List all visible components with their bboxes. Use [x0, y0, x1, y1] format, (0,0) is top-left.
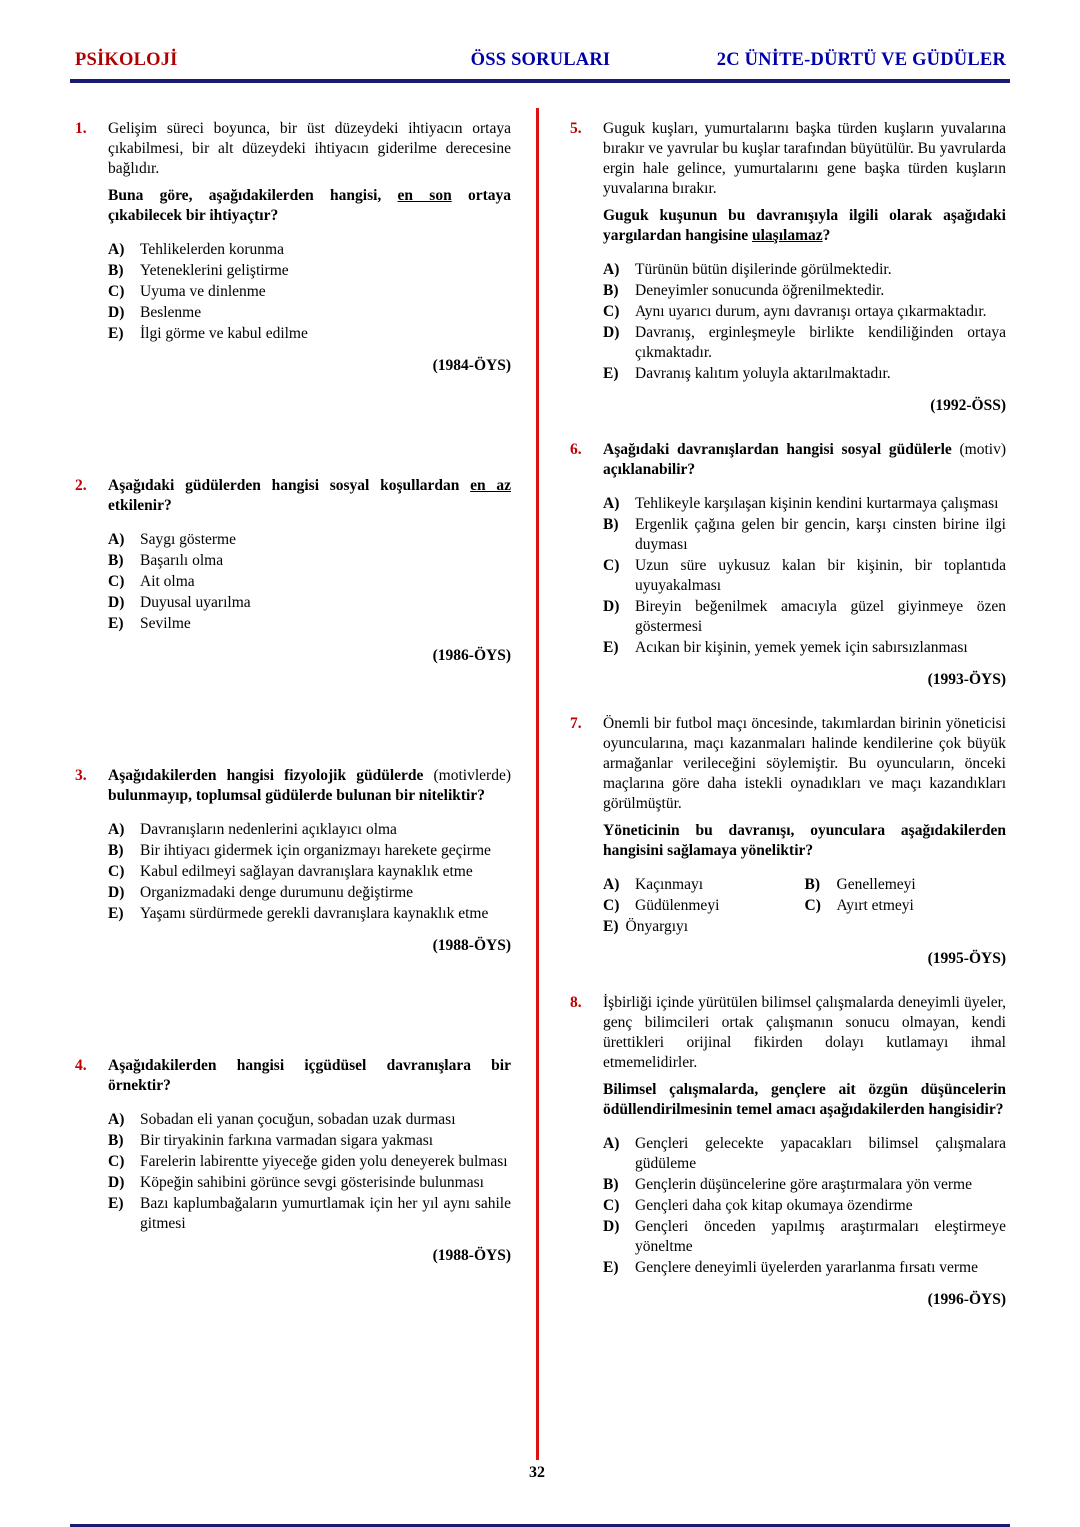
question-intro — [603, 993, 1006, 1073]
question — [75, 766, 511, 956]
option-item — [108, 862, 511, 882]
question-body — [603, 119, 1006, 416]
option-item — [603, 1134, 1006, 1174]
option-letter: E) — [603, 365, 619, 382]
option-text: Türünün bütün dişilerinde görülmektedir. — [635, 261, 892, 278]
option-text: Deneyimler sonucunda öğrenilmektedir. — [635, 282, 885, 299]
text-run: Yöneticinin bu davranışı, oyunculara aşağıdakilerden hangisini sağlamaya yöneliktir? — [603, 822, 1006, 859]
question — [570, 993, 1006, 1310]
text-run: etkilenir? — [108, 497, 172, 514]
option-letter: B) — [603, 1176, 619, 1193]
text-run: İşbirliği içinde yürütülen bilimsel çalışmalarda deneyimli üyeler, genç bilimcileri ortak çalışmanın sonucu olmayan, kendi ürettikleri orijinal fikirden dolayı kutlamayı ihmal etmemelidirler. — [603, 994, 1006, 1071]
option-item — [603, 323, 1006, 363]
option-letter: B) — [108, 842, 124, 859]
option-text: Tehlikelerden korunma — [140, 241, 284, 258]
option-item — [603, 364, 1006, 384]
option-text: Saygı gösterme — [140, 531, 236, 548]
option-text: Kabul edilmeyi sağlayan davranışlara kaynaklık etme — [140, 863, 473, 880]
page-header — [75, 50, 1006, 71]
option-letter: D) — [603, 598, 620, 615]
option-text: Uyuma ve dinlenme — [140, 283, 266, 300]
option-item — [603, 917, 1006, 937]
option-item — [108, 614, 511, 634]
question-stem — [603, 440, 1006, 480]
option-letter: D) — [603, 324, 620, 341]
question — [75, 476, 511, 666]
option-letter: C) — [108, 573, 125, 590]
option-item — [108, 1110, 511, 1130]
option-letter: C) — [108, 283, 125, 300]
option-text: Sevilme — [140, 615, 191, 632]
option-text: Farelerin labirentte yiyeceğe giden yolu deneyerek bulması — [140, 1153, 508, 1170]
option-text: Ait olma — [140, 573, 195, 590]
options-list — [603, 494, 1006, 658]
options-list — [603, 260, 1006, 384]
text-run: Önemli bir futbol maçı öncesinde, takımlardan birinin yöneticisi oyuncularına, maçı kazanmaları halinde kendilerine çok büyük armağanlar verileceğini söylemiştir. Bu oyuncuların, önceki maçlarına göre daha istekli oynadıkları ve maçı kazandıkları görülmüştür. — [603, 715, 1006, 812]
option-text: Davranış kalıtım yoluyla aktarılmaktadır. — [635, 365, 891, 382]
option-item — [603, 638, 1006, 658]
option-text: Acıkan bir kişinin, yemek yemek için sabırsızlanması — [635, 639, 968, 656]
option-text: Organizmadaki denge durumunu değiştirme — [140, 884, 414, 901]
text-run: en az — [470, 477, 511, 494]
option-item — [108, 883, 511, 903]
option-item — [108, 1131, 511, 1151]
options-list — [603, 875, 1006, 937]
option-item — [108, 1152, 511, 1172]
text-run: açıklanabilir? — [603, 461, 696, 478]
options-list — [108, 820, 511, 924]
question — [570, 440, 1006, 690]
options-list — [108, 240, 511, 344]
question — [75, 119, 511, 376]
question — [75, 1056, 511, 1266]
option-item — [108, 282, 511, 302]
option-item — [805, 875, 1007, 895]
option-letter: E) — [108, 905, 124, 922]
text-run: ? — [822, 227, 831, 244]
option-letter: E) — [108, 1195, 124, 1212]
option-item — [603, 1175, 1006, 1195]
option-text: Tehlikeyle karşılaşan kişinin kendini kurtarmaya çalışması — [635, 495, 999, 512]
question-body — [108, 766, 511, 956]
option-text: Uzun süre uykusuz kalan bir kişinin, bir toplantıda uyuyakalması — [635, 557, 1006, 594]
text-run: (motivlerde) — [433, 767, 511, 784]
option-text: Başarılı olma — [140, 552, 224, 569]
option-text: Davranış, erginleşmeyle birlikte kendiliğinden ortaya çıkmaktadır. — [635, 324, 1006, 361]
question-number: 6. — [570, 441, 582, 458]
text-run: Gelişim süreci boyunca, bir üst düzeydeki ihtiyacın ortaya çıkabilmesi, bir alt düzeydeki ihtiyacın giderilme derecesine bağlıdır. — [108, 120, 511, 177]
text-run: bulunmayıp, toplumsal güdülerde bulunan bir niteliktir? — [108, 787, 485, 804]
option-item — [108, 240, 511, 260]
question-body — [108, 476, 511, 666]
page-number: 32 — [529, 1464, 545, 1481]
option-item — [805, 896, 1007, 916]
option-letter: A) — [108, 1111, 125, 1128]
option-letter: A) — [603, 261, 620, 278]
option-letter: E) — [108, 325, 124, 342]
option-item — [603, 281, 1006, 301]
question-intro — [603, 119, 1006, 199]
option-item — [108, 572, 511, 592]
question-body — [603, 440, 1006, 690]
option-text: Davranışların nedenlerini açıklayıcı olma — [140, 821, 397, 838]
option-letter: C) — [603, 1197, 620, 1214]
option-letter: C) — [108, 1153, 125, 1170]
option-text: Gençlere deneyimli üyelerden yararlanma fırsatı verme — [635, 1259, 978, 1276]
question — [570, 119, 1006, 416]
option-text: Önyargıyı — [625, 918, 689, 935]
question-number: 1. — [75, 120, 87, 137]
option-text: Gençleri önceden yapılmış araştırmaları eleştirmeye yöneltme — [635, 1218, 1006, 1255]
option-item — [603, 515, 1006, 555]
option-letter: A) — [108, 531, 125, 548]
option-text: Bazı kaplumbağaların yumurtlamak için her yıl aynı sahile gitmesi — [140, 1195, 511, 1232]
option-text: Bireyin beğenilmek amacıyla güzel giyinmeye özen göstermesi — [635, 598, 1006, 635]
option-letter: E) — [603, 918, 619, 935]
option-item — [603, 896, 805, 916]
header-rule — [70, 79, 1010, 83]
option-item — [603, 494, 1006, 514]
year-label: (1995-ÖYS) — [927, 950, 1006, 967]
option-text: Bir ihtiyacı gidermek için organizmayı harekete geçirme — [140, 842, 491, 859]
option-text: Kaçınmayı — [635, 876, 704, 893]
question-number: 7. — [570, 715, 582, 732]
option-item — [108, 1173, 511, 1193]
option-item — [108, 904, 511, 924]
option-letter: D) — [108, 884, 125, 901]
option-text: Genellemeyi — [836, 876, 916, 893]
option-item — [108, 261, 511, 281]
option-item — [603, 1258, 1006, 1278]
year-label: (1992-ÖSS) — [930, 397, 1006, 414]
option-text: Duyusal uyarılma — [140, 594, 251, 611]
option-item — [108, 820, 511, 840]
option-item — [108, 530, 511, 550]
question — [570, 714, 1006, 969]
question-intro — [603, 714, 1006, 814]
option-letter: B) — [804, 876, 820, 893]
option-text: Yaşamı sürdürmede gerekli davranışlara kaynaklık etme — [140, 905, 489, 922]
text-run: Aşağıdaki güdülerden hangisi sosyal koşullardan — [108, 477, 471, 494]
question-number: 2. — [75, 477, 87, 494]
year-label: (1996-ÖYS) — [927, 1291, 1006, 1308]
question-stem — [603, 1080, 1006, 1120]
question-number: 8. — [570, 994, 582, 1011]
option-text: Köpeğin sahibini görünce sevgi gösterisinde bulunması — [140, 1174, 484, 1191]
option-text: Gençleri daha çok kitap okumaya özendirme — [635, 1197, 913, 1214]
option-letter: D) — [108, 304, 125, 321]
options-list — [108, 1110, 511, 1234]
option-letter: B) — [603, 282, 619, 299]
question-number: 5. — [570, 120, 582, 137]
option-item — [603, 1217, 1006, 1257]
option-letter: E) — [108, 615, 124, 632]
option-letter: B) — [108, 1132, 124, 1149]
option-letter: C) — [108, 863, 125, 880]
option-text: Beslenme — [140, 304, 202, 321]
text-run: Buna göre, aşağıdakilerden hangisi, — [108, 187, 398, 204]
option-text: Ayırt etmeyi — [836, 897, 914, 914]
text-run: Bilimsel çalışmalarda, gençlere ait özgün düşüncelerin ödüllendirilmesinin temel amacı aşağıdakilerden hangisidir? — [603, 1081, 1006, 1118]
year-label: (1993-ÖYS) — [927, 671, 1006, 688]
option-item — [603, 1196, 1006, 1216]
column-right — [570, 119, 1006, 1334]
year-label: (1988-ÖYS) — [432, 1247, 511, 1264]
option-text: Sobadan eli yanan çocuğun, sobadan uzak durması — [140, 1111, 456, 1128]
option-letter: B) — [603, 516, 619, 533]
header-subject-title: PSİKOLOJİ — [75, 50, 178, 70]
option-item — [108, 841, 511, 861]
option-item — [108, 551, 511, 571]
text-run: Guguk kuşunun bu davranışıyla ilgili olarak aşağıdaki yargılardan hangisine — [603, 207, 1006, 244]
option-letter: E) — [603, 1259, 619, 1276]
text-run: Aşağıdakilerden hangisi içgüdüsel davranışlara bir örnektir? — [108, 1057, 511, 1094]
question-body — [603, 714, 1006, 969]
option-letter: A) — [603, 876, 620, 893]
option-text: İlgi görme ve kabul edilme — [140, 325, 308, 342]
text-run: Aşağıdakilerden hangisi fizyolojik güdülerde — [108, 767, 434, 784]
option-item — [603, 597, 1006, 637]
option-letter: C) — [804, 897, 821, 914]
option-item — [603, 875, 805, 895]
text-run: (motiv) — [959, 441, 1006, 458]
option-text: Aynı uyarıcı durum, aynı davranışı ortaya çıkarmaktadır. — [635, 303, 987, 320]
year-label: (1986-ÖYS) — [432, 647, 511, 664]
option-text: Ergenlik çağına gelen bir gencin, karşı cinsten birine ilgi duyması — [635, 516, 1006, 553]
column-divider — [536, 108, 539, 1460]
question-body — [108, 1056, 511, 1266]
option-letter: A) — [108, 241, 125, 258]
option-item — [603, 556, 1006, 596]
question-intro — [108, 119, 511, 179]
option-item — [108, 593, 511, 613]
options-list — [603, 1134, 1006, 1278]
option-text: Güdülenmeyi — [635, 897, 720, 914]
text-run: ulaşılamaz — [752, 227, 823, 244]
question-number: 3. — [75, 767, 87, 784]
question-stem — [108, 766, 511, 806]
option-item — [108, 324, 511, 344]
option-letter: D) — [108, 594, 125, 611]
option-letter: C) — [603, 897, 620, 914]
option-letter: D) — [108, 1174, 125, 1191]
year-label: (1988-ÖYS) — [432, 937, 511, 954]
options-list — [108, 530, 511, 634]
option-letter: B) — [108, 262, 124, 279]
question-number: 4. — [75, 1057, 87, 1074]
option-letter: E) — [603, 639, 619, 656]
text-run: Guguk kuşları, yumurtalarını başka türden kuşların yuvalarına bırakır ve yavrular bu kuşlar tarafından büyütülür. Bu yavrularda ergin hale gelince, yumurtalarını gene başka türden kuşların yuvalarına bırakır. — [603, 120, 1006, 197]
option-item — [603, 260, 1006, 280]
text-run: en son — [397, 187, 452, 204]
question-stem — [108, 476, 511, 516]
option-letter: C) — [603, 303, 620, 320]
question-stem — [108, 1056, 511, 1096]
question-stem — [108, 186, 511, 226]
option-item — [108, 303, 511, 323]
option-text: Gençleri gelecekte yapacakları bilimsel çalışmalara güdüleme — [635, 1135, 1006, 1172]
option-letter: A) — [603, 1135, 620, 1152]
question-stem — [603, 821, 1006, 861]
text-run: Aşağıdaki davranışlardan hangisi sosyal güdülerle — [603, 441, 960, 458]
option-text: Bir tiryakinin farkına varmadan sigara yakması — [140, 1132, 434, 1149]
question-body — [108, 119, 511, 376]
question-body — [603, 993, 1006, 1310]
option-letter: B) — [108, 552, 124, 569]
option-text: Yeteneklerini geliştirme — [140, 262, 289, 279]
column-left — [75, 119, 511, 1366]
option-text: Gençlerin düşüncelerine göre araştırmalara yön verme — [635, 1176, 972, 1193]
header-section-title: ÖSS SORULARI — [470, 50, 611, 70]
text-run: ortaya çıkabilecek bir ihtiyaçtır? — [108, 187, 512, 224]
option-letter: A) — [603, 495, 620, 512]
year-label: (1984-ÖYS) — [432, 357, 511, 374]
option-letter: C) — [603, 557, 620, 574]
option-letter: D) — [603, 1218, 620, 1235]
option-item — [108, 1194, 511, 1234]
option-item — [603, 302, 1006, 322]
question-stem — [603, 206, 1006, 246]
header-unit-title: 2C ÜNİTE-DÜRTÜ VE GÜDÜLER — [716, 50, 1006, 70]
option-letter: A) — [108, 821, 125, 838]
